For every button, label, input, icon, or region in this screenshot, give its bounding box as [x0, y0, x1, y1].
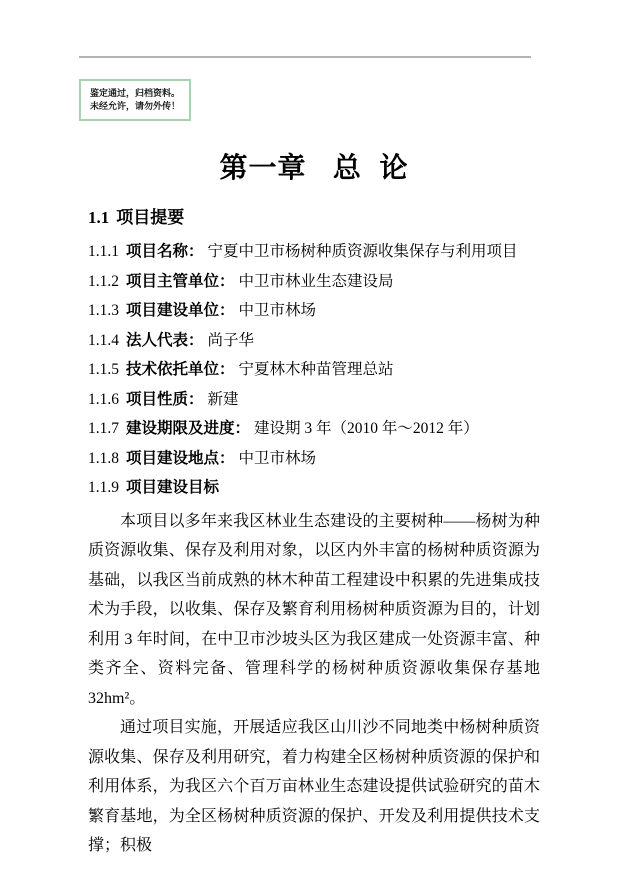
item-label: 项目建设目标 — [126, 479, 220, 496]
item-number: 1.1.5 — [88, 361, 119, 378]
summary-item-9 — [88, 473, 540, 503]
item-label: 项目名称： — [126, 243, 204, 260]
item-value: 宁夏林木种苗管理总站 — [238, 361, 394, 378]
summary-item-list — [88, 237, 540, 503]
item-value: 中卫市林场 — [238, 302, 317, 319]
section-number: 1.1 — [88, 208, 110, 227]
section-heading — [88, 206, 540, 230]
summary-item-6 — [88, 385, 540, 415]
item-number: 1.1.7 — [88, 420, 119, 437]
item-label: 项目建设单位： — [126, 302, 235, 319]
goal-paragraph-2: 通过项目实施，开展适应我区山川沙不同地类中杨树种质资源收集、保存及利用研究，着力构建全区杨树种质资源的保护和利用体系，为我区六个百万亩林业生态建设提供试验研究的苗木繁育基地，为全区杨树种质资源的保护、开发及利用提供技术支撑；积极 — [88, 719, 540, 854]
stamp-line-2: 未经允许，请勿外传！ — [89, 101, 180, 111]
item-number: 1.1.8 — [88, 449, 119, 467]
summary-item-4 — [88, 326, 540, 356]
summary-item-1 — [88, 237, 540, 267]
item-label: 法人代表： — [126, 331, 204, 349]
summary-item-2 — [88, 267, 540, 297]
item-label: 项目性质： — [126, 390, 204, 408]
summary-item-5 — [88, 355, 540, 385]
goal-paragraph-1: 本项目以多年来我区林业生态建设的主要树种——杨树为种质资源收集、保存及利用对象，以区内外丰富的杨树种质资源为基础，以我区当前成熟的林木种苗工程建设中积累的先进集成技术为手段，以收集、保存及繁育利用杨树种质资源为目的，计划利用 3 年时间，在中卫市沙坡头区为我区建成一处资源丰富、种类齐全、资料完备、管理科学的杨树种质资源收集保存基地 32hm²。 — [88, 512, 540, 707]
item-number: 1.1.4 — [88, 331, 119, 349]
item-label: 技术依托单位： — [126, 361, 235, 378]
summary-item-8 — [88, 444, 540, 474]
section-label: 项目提要 — [116, 208, 185, 227]
item-label: 建设期限及进度： — [126, 420, 251, 437]
item-number: 1.1.3 — [88, 302, 119, 319]
item-value: 建设期 3 年（2010 年～2012 年） — [254, 420, 479, 437]
chapter-title: 第一章 总 论 — [219, 152, 409, 183]
item-value: 新建 — [207, 390, 239, 408]
item-number: 1.1.6 — [88, 390, 119, 408]
summary-item-7 — [88, 414, 540, 444]
document-content — [88, 0, 540, 861]
item-number: 1.1.2 — [88, 272, 119, 290]
item-value: 中卫市林业生态建设局 — [238, 272, 394, 290]
item-value: 中卫市林场 — [238, 449, 317, 467]
item-value: 尚子华 — [207, 331, 255, 349]
stamp-line-1: 鉴定通过，归档资料。 — [89, 88, 180, 98]
item-value: 宁夏中卫市杨树种质资源收集保存与利用项目 — [207, 243, 518, 260]
item-number: 1.1.9 — [88, 479, 119, 496]
item-label: 项目主管单位： — [126, 272, 235, 290]
item-number: 1.1.1 — [88, 243, 119, 260]
summary-item-3 — [88, 296, 540, 326]
item-label: 项目建设地点： — [126, 449, 235, 467]
